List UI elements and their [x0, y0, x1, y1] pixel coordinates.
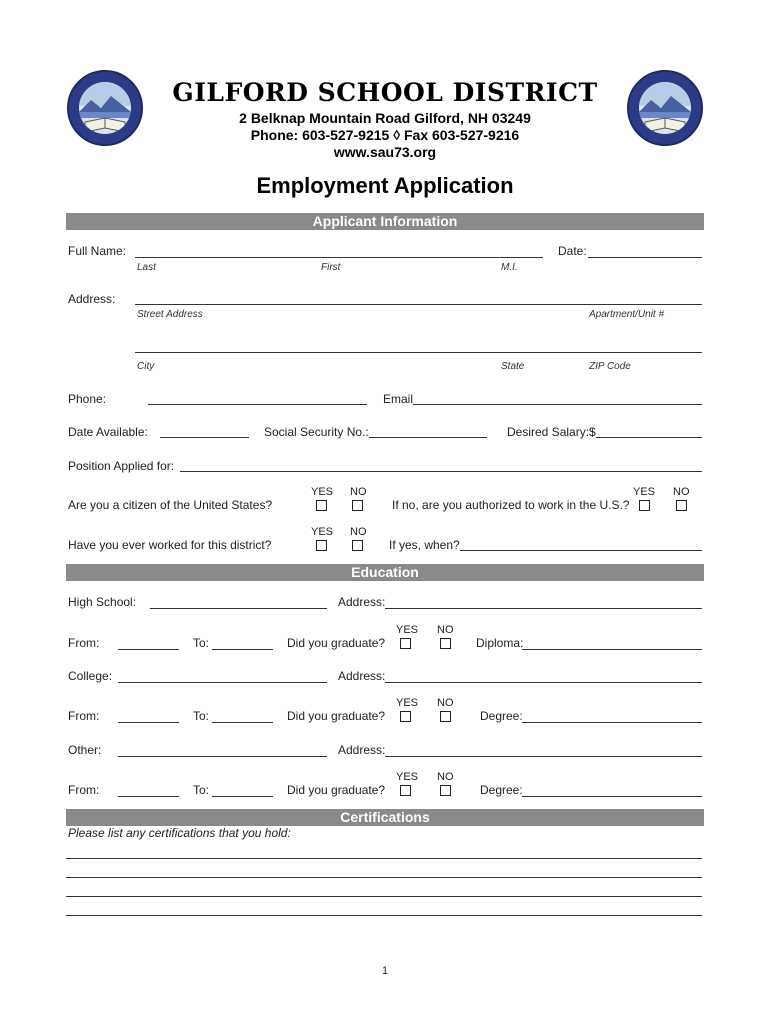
state-caption: State [501, 361, 525, 372]
street-address-caption: Street Address [137, 309, 203, 320]
worked-yes-checkbox[interactable] [316, 540, 327, 551]
date-available-label: Date Available: [68, 425, 148, 439]
apartment-caption: Apartment/Unit # [589, 309, 665, 320]
hs-graduate-question: Did you graduate? [287, 636, 386, 650]
citizen-yes-label: YES [311, 486, 334, 498]
college-from-field[interactable] [118, 722, 179, 723]
college-field[interactable] [118, 682, 327, 683]
college-to-label: To: [193, 709, 210, 723]
salary-field[interactable] [596, 437, 702, 438]
other-field[interactable] [118, 756, 327, 757]
diploma-label: Diploma: [476, 636, 524, 650]
certifications-line-4[interactable] [66, 915, 702, 916]
high-school-address-field[interactable] [385, 608, 702, 609]
ssn-label: Social Security No.: [264, 425, 369, 439]
street-address-field[interactable] [135, 304, 702, 305]
other-grad-no-checkbox[interactable] [440, 785, 451, 796]
date-label: Date: [558, 244, 587, 258]
full-name-field[interactable] [135, 257, 543, 258]
citizen-no-checkbox[interactable] [352, 500, 363, 511]
high-school-address-label: Address: [338, 595, 386, 609]
position-field[interactable] [180, 471, 702, 472]
date-field[interactable] [588, 257, 702, 258]
address-label: Address: [68, 292, 116, 306]
college-address-field[interactable] [385, 682, 702, 683]
other-graduate-question: Did you graduate? [287, 783, 386, 797]
first-name-caption: First [321, 262, 341, 273]
city-caption: City [137, 361, 155, 372]
hs-to-label: To: [193, 636, 210, 650]
if-yes-when-label: If yes, when? [389, 538, 460, 552]
ssn-field[interactable] [369, 437, 487, 438]
other-grad-yes-label: YES [396, 771, 419, 783]
worked-no-label: NO [350, 526, 367, 538]
position-label: Position Applied for: [68, 459, 175, 473]
authorized-no-label: NO [673, 486, 690, 498]
college-grad-no-checkbox[interactable] [440, 711, 451, 722]
college-address-label: Address: [338, 669, 386, 683]
authorized-yes-label: YES [633, 486, 656, 498]
college-grad-yes-checkbox[interactable] [400, 711, 411, 722]
phone-label: Phone: [68, 392, 107, 406]
page-title: Employment Application [256, 173, 514, 198]
other-degree-label: Degree: [480, 783, 523, 797]
other-grad-no-label: NO [437, 771, 454, 783]
phone-field[interactable] [148, 404, 367, 405]
high-school-field[interactable] [150, 608, 327, 609]
high-school-label: High School: [68, 595, 137, 609]
salary-label: Desired Salary:$ [507, 425, 596, 439]
city-state-zip-field[interactable] [135, 352, 702, 353]
email-label: Email [383, 392, 414, 406]
section-band-certifications: Certifications [66, 809, 704, 826]
other-to-field[interactable] [212, 796, 273, 797]
worked-no-checkbox[interactable] [352, 540, 363, 551]
college-label: College: [68, 669, 113, 683]
authorized-yes-checkbox[interactable] [639, 500, 650, 511]
section-band-education: Education [66, 564, 704, 581]
other-grad-yes-checkbox[interactable] [400, 785, 411, 796]
other-to-label: To: [193, 783, 210, 797]
date-available-field[interactable] [160, 437, 249, 438]
hs-from-field[interactable] [118, 649, 179, 650]
zip-caption: ZIP Code [589, 361, 631, 372]
section-band-applicant: Applicant Information [66, 213, 704, 230]
citizen-no-label: NO [350, 486, 367, 498]
hs-to-field[interactable] [212, 649, 273, 650]
middle-initial-caption: M.I. [501, 262, 518, 273]
college-grad-yes-label: YES [396, 697, 419, 709]
worked-question: Have you ever worked for this district? [68, 538, 272, 552]
college-to-field[interactable] [212, 722, 273, 723]
district-name: GILFORD SCHOOL DISTRICT [172, 78, 598, 107]
college-grad-no-label: NO [437, 697, 454, 709]
authorized-no-checkbox[interactable] [676, 500, 687, 511]
other-degree-field[interactable] [522, 796, 702, 797]
hs-grad-yes-checkbox[interactable] [400, 638, 411, 649]
other-from-label: From: [68, 783, 100, 797]
certifications-line-1[interactable] [66, 858, 702, 859]
hs-grad-no-label: NO [437, 624, 454, 636]
full-name-label: Full Name: [68, 244, 127, 258]
last-name-caption: Last [137, 262, 156, 273]
certifications-line-3[interactable] [66, 896, 702, 897]
hs-grad-yes-label: YES [396, 624, 419, 636]
other-from-field[interactable] [118, 796, 179, 797]
if-yes-when-field[interactable] [460, 550, 702, 551]
page-number: 1 [381, 965, 389, 977]
college-degree-field[interactable] [522, 722, 702, 723]
other-label: Other: [68, 743, 102, 757]
district-address: 2 Belknap Mountain Road Gilford, NH 03249 [239, 110, 531, 126]
diploma-field[interactable] [522, 649, 702, 650]
college-graduate-question: Did you graduate? [287, 709, 386, 723]
district-website: www.sau73.org [333, 144, 437, 160]
other-address-label: Address: [338, 743, 386, 757]
college-from-label: From: [68, 709, 100, 723]
citizen-question: Are you a citizen of the United States? [68, 498, 273, 512]
college-degree-label: Degree: [480, 709, 523, 723]
district-phone-fax: Phone: 603-527-9215 ◊ Fax 603-527-9216 [250, 127, 520, 143]
citizen-yes-checkbox[interactable] [316, 500, 327, 511]
certifications-prompt: Please list any certifications that you hold: [68, 826, 291, 840]
hs-from-label: From: [68, 636, 100, 650]
authorized-question: If no, are you authorized to work in the U.S.? [392, 498, 630, 512]
worked-yes-label: YES [311, 526, 334, 538]
hs-grad-no-checkbox[interactable] [440, 638, 451, 649]
other-address-field[interactable] [385, 756, 702, 757]
certifications-line-2[interactable] [66, 877, 702, 878]
email-field[interactable] [413, 404, 702, 405]
